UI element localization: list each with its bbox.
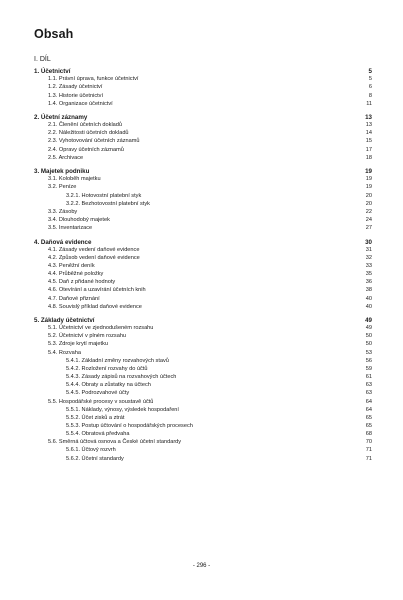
toc-entry-title: 5.4.2. Rozložení rozvahy do účtů: [66, 365, 148, 372]
toc-entry-title: 3.2. Peníze: [48, 184, 77, 191]
toc-entry-title: 5. Základy účetnictví: [34, 317, 95, 324]
toc-entry-title: 5.5.1. Náklady, výnosy, výsledek hospodaření: [66, 406, 179, 413]
toc-page-number: 65: [365, 414, 372, 421]
toc-page-number: 71: [365, 447, 372, 454]
toc-page-number: 24: [365, 217, 372, 223]
toc-entry-title: 3.2.1. Hotovostní platební styk: [66, 192, 142, 199]
page-title: Obsah: [34, 27, 74, 41]
toc-entry-title: 5.3. Zdroje krytí majetku: [48, 341, 108, 348]
toc-page-number: 65: [365, 422, 372, 429]
toc-entry-title: 5.5.3. Postup účtování o hospodářských procesech: [66, 422, 193, 429]
toc-entry: [0, 154, 403, 163]
toc-page-number: 19: [365, 168, 372, 176]
toc-entry-title: 2.3. Vyhotovování účetních záznamů: [48, 138, 140, 145]
toc-entry: [0, 100, 403, 109]
toc-page-number: 8: [368, 92, 372, 99]
toc-page-number: 38: [365, 287, 372, 294]
toc-page-number: 5: [368, 76, 372, 83]
toc-entry-title: 5.6.1. Účtový rozvrh: [66, 447, 116, 454]
toc-page-number: 6: [368, 84, 372, 91]
toc-entry-title: 1. Účetnictví: [34, 68, 71, 75]
toc-page-number: 14: [365, 130, 372, 137]
toc-page-number: 31: [365, 246, 372, 253]
toc-entry-title: 5.4.1. Základní změny rozvahových stavů: [66, 357, 169, 364]
toc-entry-title: 3.1. Koloběh majetku: [48, 176, 101, 183]
toc-page-number: 27: [365, 225, 372, 232]
page-number-footer: - 296 -: [192, 563, 211, 569]
toc-page-number: 11: [366, 100, 372, 107]
toc-page-number: 22: [365, 208, 372, 215]
toc-entry-title: 2.2. Náležitosti účetních dokladů: [48, 130, 129, 137]
toc-page-number: 40: [365, 295, 372, 302]
toc-entry-title: 5.4.5. Podrozvahové účty: [66, 390, 130, 397]
toc-entry: [0, 455, 403, 464]
toc-entry-title: 2.5. Archivace: [48, 154, 84, 161]
toc-page-number: 53: [365, 349, 372, 356]
toc-page-number: 59: [365, 365, 372, 372]
toc-entry: [0, 224, 403, 233]
toc-entry-title: 4.1. Zásady vedení daňové evidence: [48, 246, 140, 253]
toc-page-number: 18: [365, 154, 372, 161]
toc-page-number: 49: [365, 325, 372, 332]
toc-page-number: 13: [365, 122, 372, 129]
toc-page-number: 70: [365, 439, 372, 446]
toc-entry-title: 2.1. Členění účetních dokladů: [48, 122, 123, 129]
part-heading: I. DÍL: [34, 56, 51, 63]
toc-entry-title: 5.4.3. Zásady zápisů na rozvahových účtech: [66, 374, 177, 380]
toc-entry-title: 4. Daňová evidence: [34, 238, 92, 246]
toc-entry-title: 1.3. Historie účetnictví: [48, 92, 104, 99]
toc-page-number: 15: [365, 138, 372, 145]
toc-entry-title: 5.5.4. Obratová předvaha: [66, 431, 130, 438]
toc-entry-title: 3.3. Zásoby: [48, 208, 78, 215]
toc-page-number: 32: [365, 254, 372, 261]
toc-page-number: 36: [365, 279, 372, 286]
toc-page-number: 35: [365, 271, 372, 278]
toc-entry-title: 4.5. Daň z přidané hodnoty: [48, 279, 116, 286]
toc-entry-title: 2.4. Opravy účetních záznamů: [48, 146, 124, 153]
toc-page-number: 50: [365, 341, 372, 348]
toc-entry-title: 5.4.4. Obraty a zůstatky na účtech: [66, 382, 151, 389]
toc-entry-title: 5.6.2. Účetní standardy: [66, 455, 124, 462]
toc-entry-title: 4.3. Peněžní deník: [48, 262, 95, 269]
toc-entry-title: 4.8. Souvislý příklad daňové evidence: [48, 303, 142, 310]
toc-entry-title: 5.5. Hospodářské procesy v soustavě účtů: [48, 398, 154, 405]
toc-entry-title: 5.4. Rozvaha: [48, 349, 81, 356]
toc-page-number: 33: [365, 262, 372, 269]
toc-page-number: 61: [365, 374, 372, 380]
toc-entry-title: 4.4. Průběžné položky: [48, 271, 104, 278]
toc-entry-title: 3.5. Inventarizace: [48, 225, 93, 232]
toc-page-number: 68: [365, 431, 372, 438]
toc-entry-title: 3.4. Dlouhodobý majetek: [48, 217, 110, 223]
toc-page-number: 63: [365, 390, 372, 397]
toc-page-number: 5: [368, 68, 372, 75]
toc-page-number: 13: [365, 114, 372, 121]
toc-entry-title: 3.2.2. Bezhotovostní platební styk: [66, 200, 150, 207]
toc-page-number: 20: [365, 200, 372, 207]
toc-page-number: 63: [365, 382, 372, 389]
toc-page-number: 19: [365, 184, 372, 191]
toc-page-number: 56: [365, 357, 372, 364]
toc-page-number: 64: [365, 398, 372, 405]
toc-entry-title: 5.2. Účetnictví v plném rozsahu: [48, 333, 127, 340]
toc-page-number: 50: [365, 333, 372, 340]
toc-page-number: 19: [365, 176, 372, 183]
toc-page-number: 20: [365, 192, 372, 199]
toc-entry-title: 4.7. Daňové přiznání: [48, 295, 100, 302]
toc-entry-title: 1.1. Právní úprava, funkce účetnictví: [48, 76, 139, 83]
toc-entry: [0, 303, 403, 312]
toc-page-number: 64: [365, 406, 372, 413]
toc-entry-title: 1.4. Organizace účetnictví: [48, 100, 113, 107]
toc-entry-title: 3. Majetek podniku: [34, 168, 90, 176]
toc-entry-title: 5.1. Účetnictví ve zjednodušeném rozsahu: [48, 325, 154, 332]
toc-entry-title: 4.2. Způsob vedení daňové evidence: [48, 254, 140, 261]
toc-page-number: 30: [365, 238, 372, 246]
toc-entry-title: 1.2. Zásady účetnictví: [48, 84, 103, 91]
toc-entry-title: 5.5.2. Účet zisků a ztrát: [66, 414, 125, 421]
toc-entry-title: 2. Účetní záznamy: [34, 114, 88, 121]
toc-page-number: 40: [365, 303, 372, 310]
toc-page-number: 17: [365, 146, 372, 153]
toc-page-number: 71: [365, 455, 372, 462]
toc-page-number: 49: [365, 317, 372, 324]
toc-entry-title: 5.6. Směrná účtová osnova a České účetní standardy: [48, 439, 182, 446]
toc-entry-title: 4.6. Otevírání a uzavírání účetních knih: [48, 287, 146, 294]
